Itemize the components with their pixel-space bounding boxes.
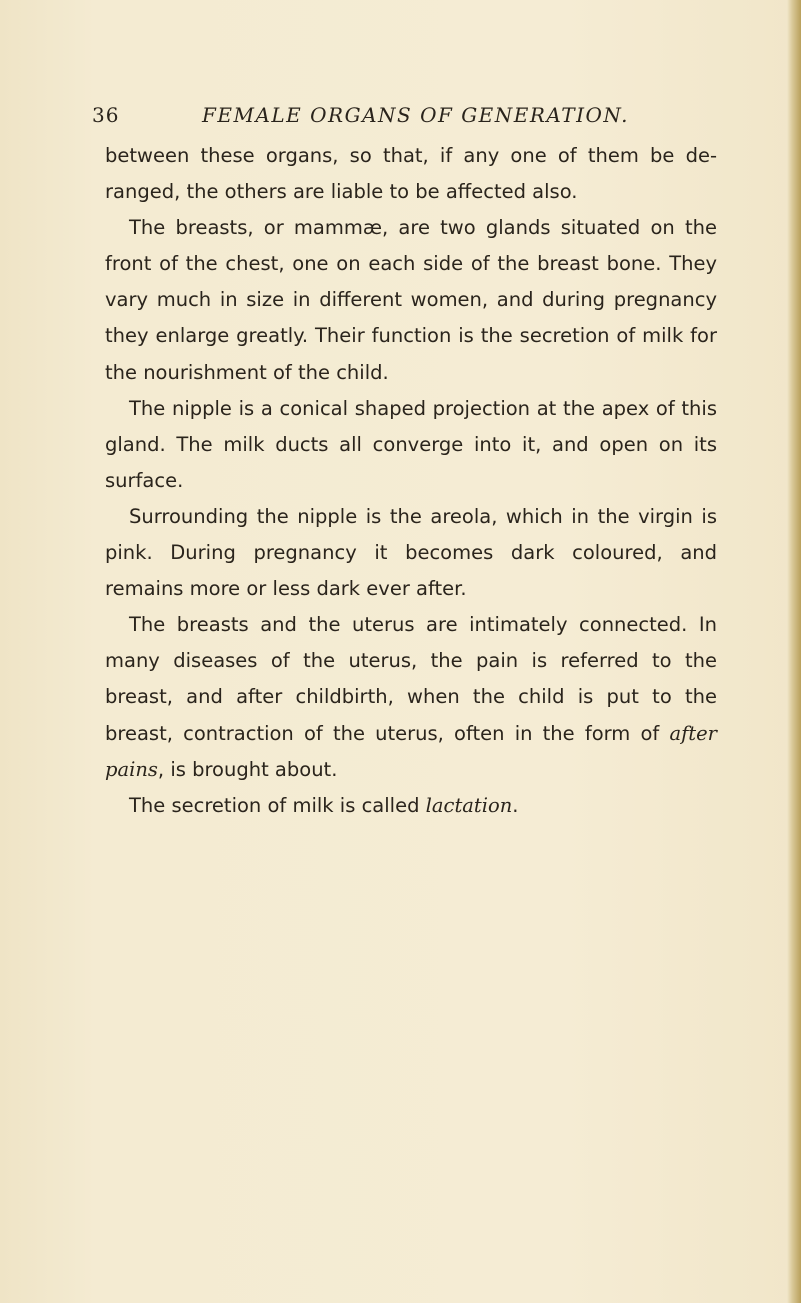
page-number: 36 bbox=[92, 103, 120, 127]
paragraph-lactation-text: The secretion of milk is called bbox=[129, 793, 426, 817]
running-header bbox=[92, 103, 732, 135]
paragraph-lactation bbox=[105, 788, 717, 824]
paragraph-continuation: between these organs, so that, if any one of them be de-ranged, the others are liable to be affected also. bbox=[105, 144, 717, 204]
body-text bbox=[105, 138, 717, 824]
paragraph-breasts: The breasts, or mammæ, are two glands situated on the front of the chest, one on each side of the breast bone. They vary much in size in different women, and during pregnancy they enlarge greatly. Their function is the secretion of milk for the nourishment of the child. bbox=[105, 216, 717, 384]
emphasis-after-pains: after pains bbox=[105, 721, 717, 781]
paragraph-areola: Surrounding the nipple is the areola, which in the virgin is pink. During pregnancy it becomes dark coloured, and remains more or less dark ever after. bbox=[105, 504, 717, 601]
running-title: FEMALE ORGANS OF GENERATION. bbox=[202, 103, 629, 127]
page-edge-shadow bbox=[787, 0, 801, 1303]
paragraph-uterus-end: , is brought about. bbox=[157, 757, 338, 781]
emphasis-lactation: lactation bbox=[425, 793, 513, 817]
paragraph-lactation-end: . bbox=[512, 793, 519, 817]
paragraph-nipple: The nipple is a conical shaped projection at the apex of this gland. The milk ducts all converge into it, and open on its surface. bbox=[105, 396, 717, 492]
paragraph-uterus-connection bbox=[105, 607, 717, 787]
paragraph-uterus-text: The breasts and the uterus are intimately connected. In many diseases of the uterus, the pain is referred to the breast, and after childbirth, when the child is put to the breast, contraction of the uterus, often in the form of bbox=[105, 613, 717, 745]
